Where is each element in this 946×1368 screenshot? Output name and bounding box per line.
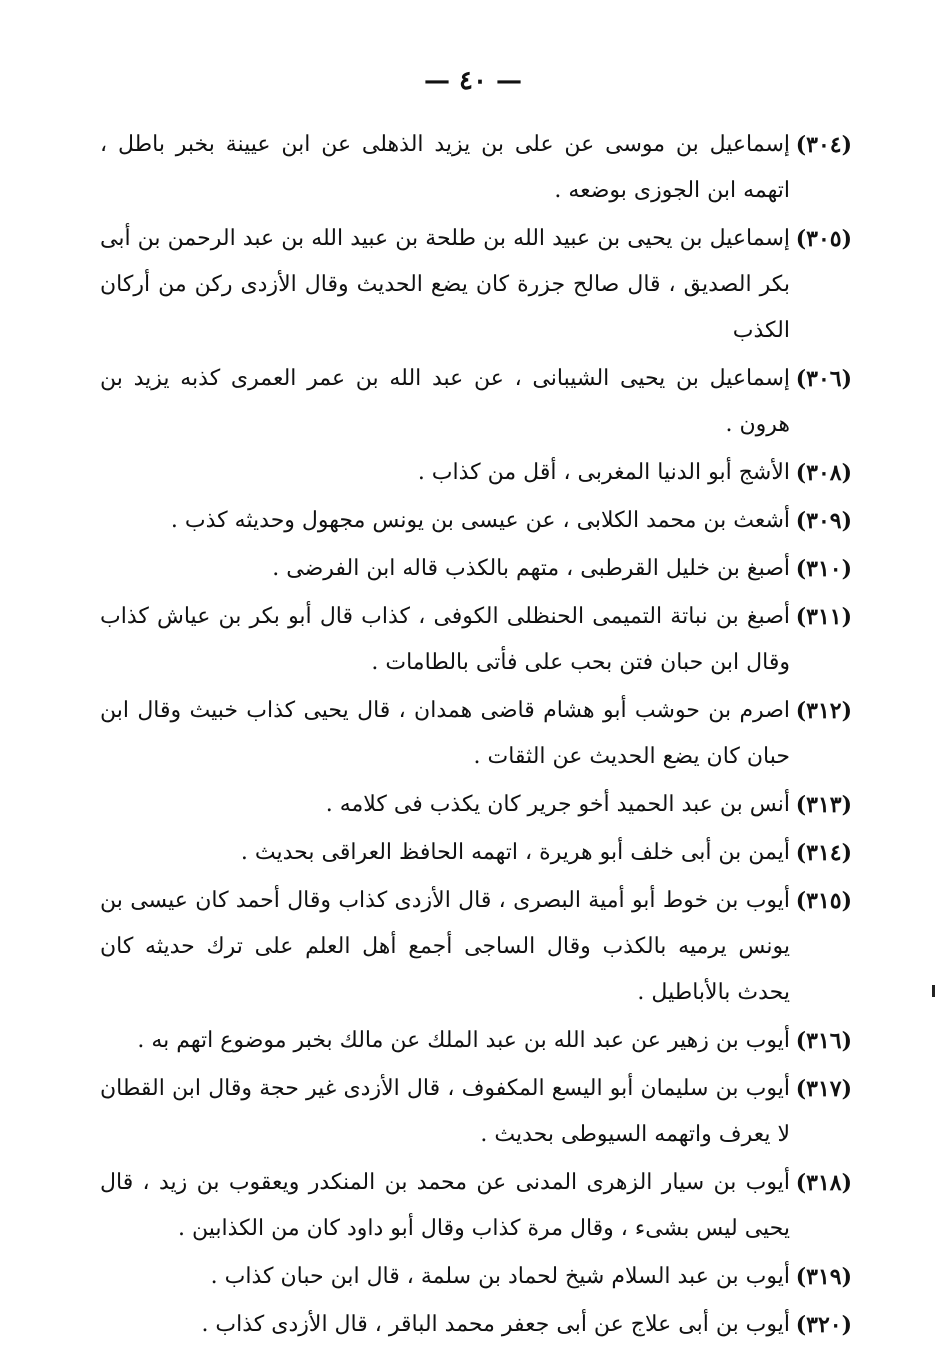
entry-number: (٣١٨): [795, 1170, 852, 1196]
entry-text: أيوب بن سليمان أبو اليسع المكفوف ، قال الأزدى غير حجة وقال ابن القطان لا يعرف واتهمه السيوطى بحديث .: [100, 1076, 790, 1147]
entry-text: إسماعيل بن يحيى بن عبيد الله بن طلحة بن عبيد الله بن عبد الرحمن بن أبى بكر الصديق ، قال صالح جزرة كان يضع الحديث وقال الأزدى ركن من أركان الكذب: [100, 226, 790, 343]
entry-number: (٣١٦): [795, 1028, 852, 1054]
entry-number: (٣٢٠): [795, 1312, 852, 1338]
entry-text: أيوب بن أبى علاج عن أبى جعفر محمد الباقر ، قال الأزدى كذاب .: [201, 1312, 790, 1337]
entry-text: إسماعيل بن موسى عن على بن يزيد الذهلى عن ابن عيينة بخبر باطل ، اتهمه ابن الجوزى بوضعه .: [100, 132, 790, 203]
scan-edge-mark: [932, 985, 935, 997]
list-item: [100, 450, 852, 496]
entry-list: [100, 122, 852, 1350]
entry-number: (٣١٥): [795, 888, 852, 914]
entry-text: الأشج أبو الدنيا المغربى ، أقل من كذاب .: [417, 460, 790, 485]
entry-number: (٣١٤): [795, 840, 852, 866]
list-item: [100, 498, 852, 544]
list-item: [100, 1066, 852, 1158]
list-item: [100, 688, 852, 780]
entry-number: (٣٠٨): [795, 460, 852, 486]
entry-text: أيوب بن سيار الزهرى المدنى عن محمد بن المنكدر ويعقوب بن زيد ، قال يحيى ليس بشىء ، وقال مرة كذاب وقال أبو داود كان من الكذابين .: [100, 1170, 790, 1241]
entry-number: (٣١٢): [795, 698, 852, 724]
page-number: — ٤٠ —: [423, 66, 523, 96]
entry-number: (٣٠٤): [795, 132, 852, 158]
entry-text: أيمن بن أبى خلف أبو هريرة ، اتهمه الحافظ العراقى بحديث .: [240, 840, 790, 865]
list-item: [100, 830, 852, 876]
entry-number: (٣١١): [795, 604, 852, 630]
entry-number: (٣١٠): [795, 556, 852, 582]
entry-number: (٣٠٦): [795, 366, 852, 392]
entry-text: اصرم بن حوشب أبو هشام قاضى همدان ، قال يحيى كذاب خبيث وقال ابن حبان كان يضع الحديث عن الثقات .: [100, 698, 790, 769]
list-item: [100, 216, 852, 354]
entry-text: أصبغ بن نباتة التميمى الحنظلى الكوفى ، كذاب قال أبو بكر بن عياش كذاب وقال ابن حبان فتن بحب على فأتى بالطامات .: [100, 604, 790, 675]
list-item: [100, 356, 852, 448]
list-item: [100, 878, 852, 1016]
entry-number: (٣١٩): [795, 1264, 852, 1290]
entry-number: (٣٠٩): [795, 508, 852, 534]
list-item: [100, 122, 852, 214]
list-item: [100, 782, 852, 828]
list-item: [100, 546, 852, 592]
list-item: [100, 1254, 852, 1300]
entry-number: (٣١٣): [795, 792, 852, 818]
entry-number: (٣٠٥): [795, 226, 852, 252]
list-item: [100, 1018, 852, 1064]
entry-text: أصبغ بن خليل القرطبى ، متهم بالكذب قاله ابن الفرضى .: [272, 556, 790, 581]
list-item: [100, 1160, 852, 1252]
entry-text: أشعث بن محمد الكلابى ، عن عيسى بن يونس مجهول وحديثه كذب .: [170, 508, 790, 533]
entry-text: أنس بن عبد الحميد أخو جرير كان يكذب فى كلامه .: [325, 792, 790, 817]
list-item: [100, 1302, 852, 1348]
entry-text: أيوب بن عبد السلام شيخ لحماد بن سلمة ، قال ابن حبان كذاب .: [210, 1264, 790, 1289]
list-item: [100, 594, 852, 686]
entry-text: أيوب بن زهير عن عبد الله بن عبد الملك عن مالك بخبر موضوع اتهم به .: [137, 1028, 790, 1053]
entry-text: إسماعيل بن يحيى الشيبانى ، عن عبد الله بن عمر العمرى كذبه يزيد بن هرون .: [100, 366, 790, 437]
entry-text: أيوب بن خوط أبو أمية البصرى ، قال الأزدى كذاب وقال أحمد كان عيسى بن يونس يرميه بالكذب وقال الساجى أجمع أهل العلم على ترك حديثه كان يحدث بالأباطيل .: [100, 888, 790, 1005]
entry-number: (٣١٧): [795, 1076, 852, 1102]
